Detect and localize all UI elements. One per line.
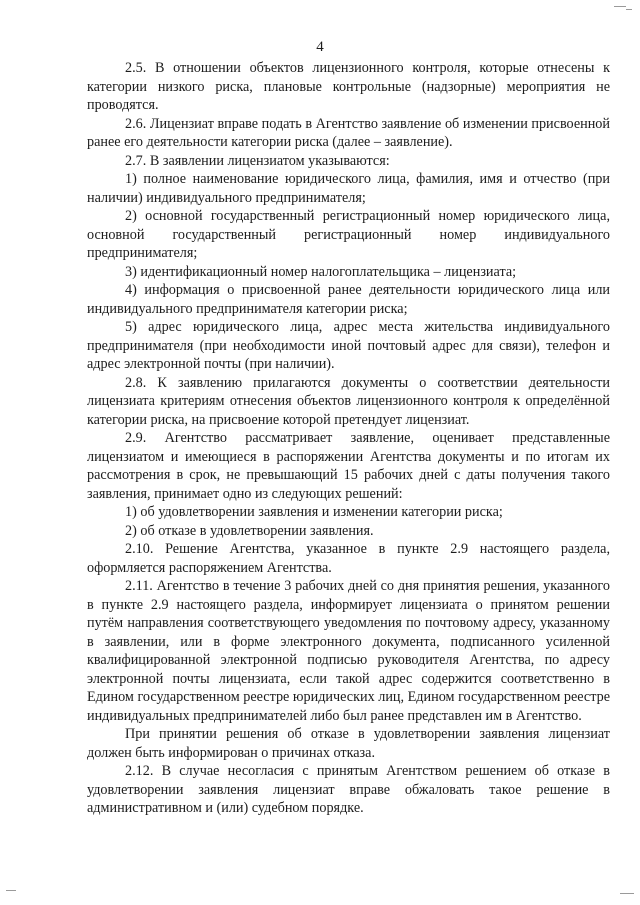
paragraph: 2.8. К заявлению прилагаются документы о соответствии деятельности лицензиата критериям отнесения объектов лицензионного контроля к определённой категории риска, на присвоение которой претендует лицензиат. [87, 374, 610, 428]
scan-mark [626, 9, 632, 10]
paragraph: 1) полное наименование юридического лица, фамилия, имя и отчество (при наличии) индивидуального предпринимателя; [87, 171, 610, 206]
document-body [87, 59, 610, 818]
scan-mark [614, 6, 626, 7]
paragraph: 2.10. Решение Агентства, указанное в пункте 2.9 настоящего раздела, оформляется распоряжением Агентства. [87, 541, 610, 576]
paragraph: 2) об отказе в удовлетворении заявления. [125, 522, 374, 539]
paragraph: 2.9. Агентство рассматривает заявление, оценивает представленные лицензиатом и имеющиеся в распоряжении Агентства документы и по итогам их рассмотрения в срок, не превышающий 15 рабочих дней с даты получения такого заявления, принимает одно из следующих решений: [87, 430, 610, 502]
scan-mark [6, 890, 16, 891]
paragraph: 2) основной государственный регистрационный номер юридического лица, основной государственный регистрационный номер индивидуального предпринимателя; [87, 208, 610, 261]
paragraph: При принятии решения об отказе в удовлетворении заявления лицензиат должен быть информирован о причинах отказа. [87, 726, 610, 761]
paragraph: 4) информация о присвоенной ранее деятельности юридического лица или индивидуального предпринимателя категории риска; [87, 282, 610, 317]
paragraph: 5) адрес юридического лица, адрес места жительства индивидуального предпринимателя (при необходимости иной почтовый адрес для связи), телефон и адрес электронной почты (при наличии). [87, 319, 610, 372]
paragraph: 2.6. Лицензиат вправе подать в Агентство заявление об изменении присвоенной ранее его деятельности категории риска (далее – заявление). [87, 115, 610, 150]
paragraph: 2.7. В заявлении лицензиатом указываются: [125, 152, 390, 169]
paragraph: 2.12. В случае несогласия с принятым Агентством решением об отказе в удовлетворении заявления лицензиат вправе обжаловать такое решение в административном и (или) судебном порядке. [87, 763, 610, 816]
paragraph: 2.11. Агентство в течение 3 рабочих дней со дня принятия решения, указанного в пункте 2.9 настоящего раздела, информирует лицензиата о принятом решении путём направления соответствующего уведомления по почтовому адресу, указанному в заявлении, или в форме электронного документа, подписанного усиленной квалифицированной электронной подписью руководителя Агентства, по адресу электронной почты лицензиата, если такой адрес содержится соответственно в Едином государственном реестре юридических лиц, Едином государственном реестре индивидуальных предпринимателей либо был ранее представлен им в Агентство. [87, 578, 610, 724]
paragraph: 1) об удовлетворении заявления и изменении категории риска; [125, 504, 503, 520]
paragraph: 3) идентификационный номер налогоплательщика – лицензиата; [125, 263, 517, 280]
page-number: 4 [316, 39, 324, 55]
scan-mark [620, 893, 634, 894]
paragraph: 2.5. В отношении объектов лицензионного контроля, которые отнесены к категории низкого риска, плановые контрольные (надзорные) мероприятия не проводятся. [87, 60, 610, 113]
